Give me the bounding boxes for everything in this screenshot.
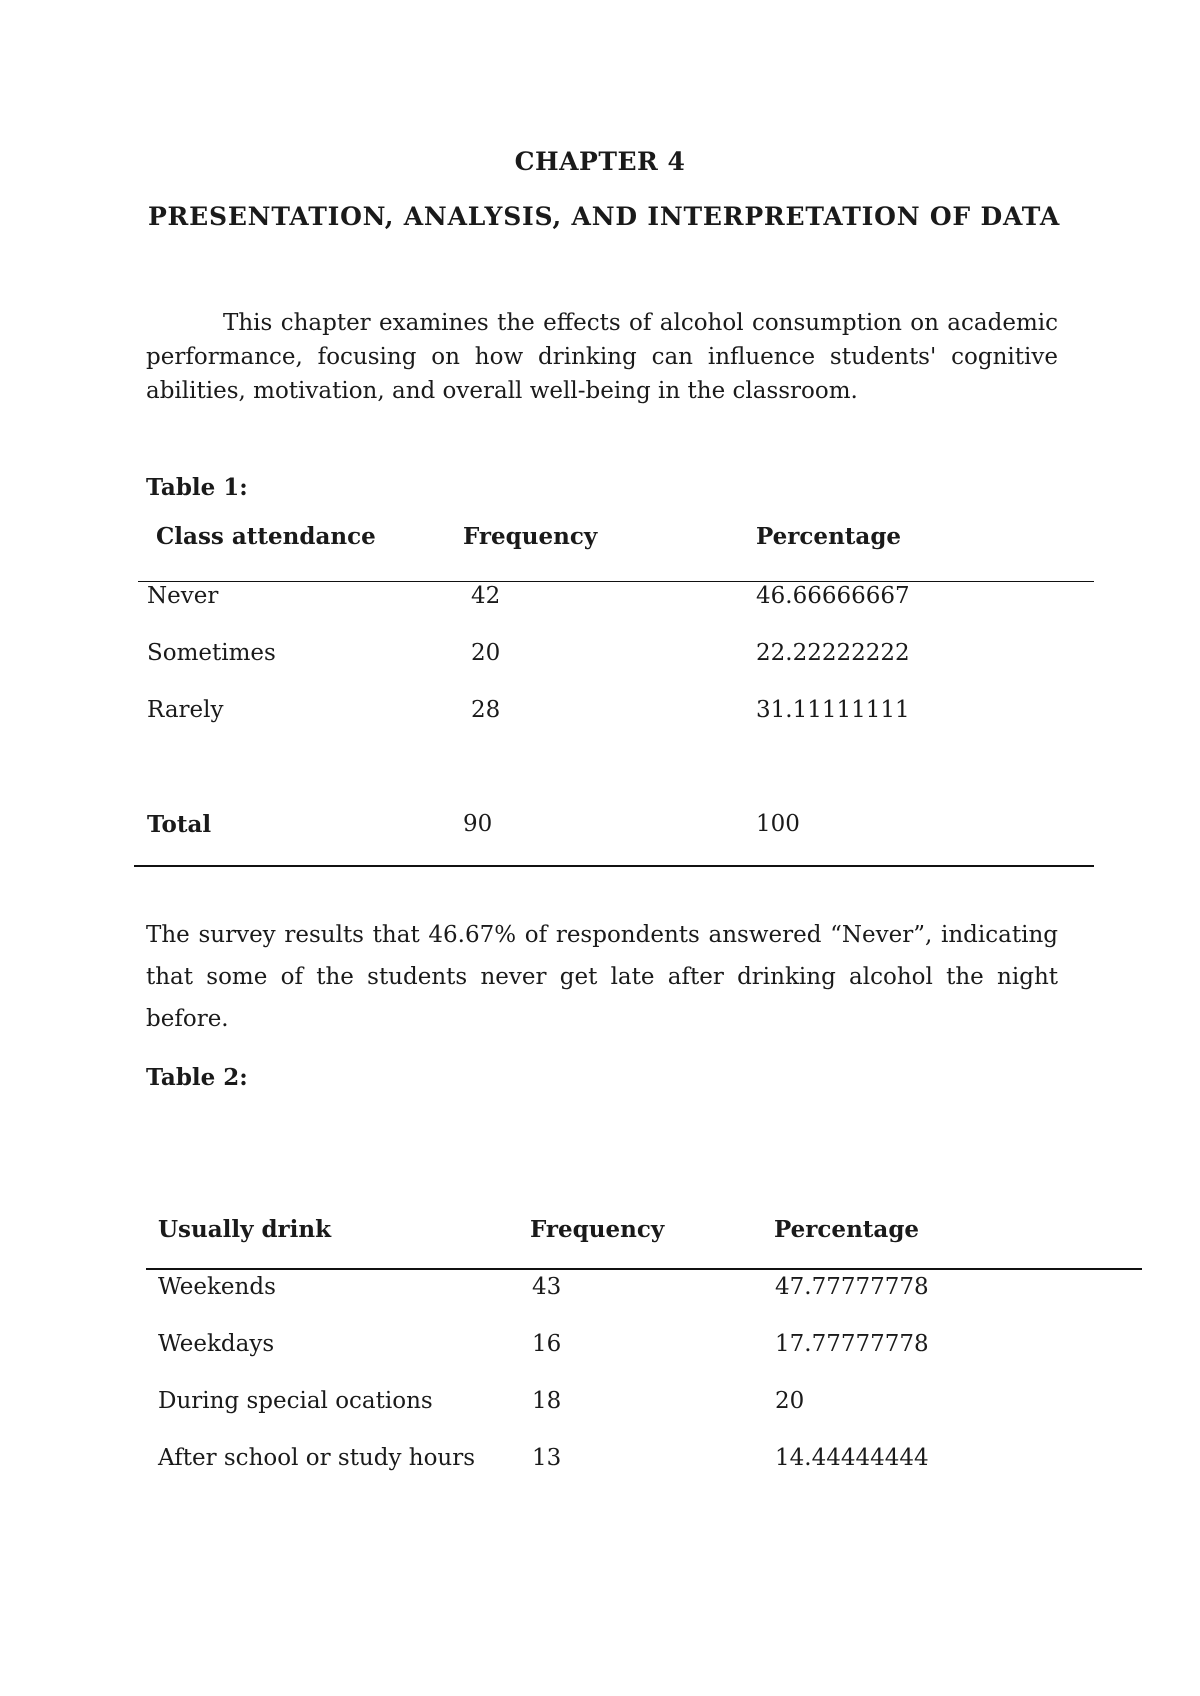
summary-paragraph: The survey results that 46.67% of respondents answered “Never”, indicating that some of the students never get late after drinking alcohol the night before.: [146, 922, 1058, 1032]
table2-row-percentage: 47.77777778: [775, 1274, 929, 1300]
table2-row-frequency: 16: [532, 1331, 562, 1357]
table2-header-usually-drink: Usually drink: [158, 1216, 332, 1243]
section-title: PRESENTATION, ANALYSIS, AND INTERPRETATION OF DATA: [147, 202, 1061, 231]
table1-row-frequency: 42: [471, 583, 501, 609]
table2-row-percentage: 14.44444444: [775, 1445, 929, 1471]
chapter-title: CHAPTER 4: [514, 147, 686, 176]
table2-row-frequency: 13: [532, 1445, 562, 1471]
table1-total-percentage: 100: [756, 811, 800, 837]
table2-row-label: During special ocations: [158, 1388, 433, 1414]
table2-row-label: After school or study hours: [158, 1445, 476, 1471]
table1-header-frequency: Frequency: [463, 523, 598, 550]
table1-label: Table 1:: [146, 474, 248, 501]
table2-label: Table 2:: [146, 1064, 248, 1091]
table1-row-percentage: 46.66666667: [756, 583, 910, 609]
table2-row-label: Weekdays: [158, 1331, 275, 1357]
table1-row-label: Rarely: [147, 697, 224, 723]
table1-row-percentage: 22.22222222: [756, 640, 910, 666]
table1-total-label: Total: [147, 811, 212, 838]
table1-total-frequency: 90: [463, 811, 493, 837]
table1-row-percentage: 31.11111111: [756, 697, 910, 723]
table1-row-label: Sometimes: [147, 640, 276, 666]
table1-header-class-attendance: Class attendance: [156, 523, 376, 550]
table1-row-frequency: 28: [471, 697, 501, 723]
table2-row-frequency: 18: [532, 1388, 562, 1414]
table1-top-rule: [138, 581, 1094, 582]
table2-row-percentage: 20: [775, 1388, 805, 1414]
table2-top-rule: [146, 1268, 1142, 1270]
table2-header-frequency: Frequency: [530, 1216, 665, 1243]
table1-row-label: Never: [147, 583, 219, 609]
table2-header-percentage: Percentage: [774, 1216, 920, 1243]
table2-row-percentage: 17.77777778: [775, 1331, 929, 1357]
table2-row-label: Weekends: [158, 1274, 276, 1300]
intro-paragraph: This chapter examines the effects of alcohol consumption on academic performance, focusing on how drinking can influence students' cognitive abilities, motivation, and overall well-being in the classroom.: [146, 310, 1058, 404]
table1-row-frequency: 20: [471, 640, 501, 666]
table1-header-percentage: Percentage: [756, 523, 902, 550]
table2-row-frequency: 43: [532, 1274, 562, 1300]
table1-bottom-rule: [134, 865, 1094, 867]
